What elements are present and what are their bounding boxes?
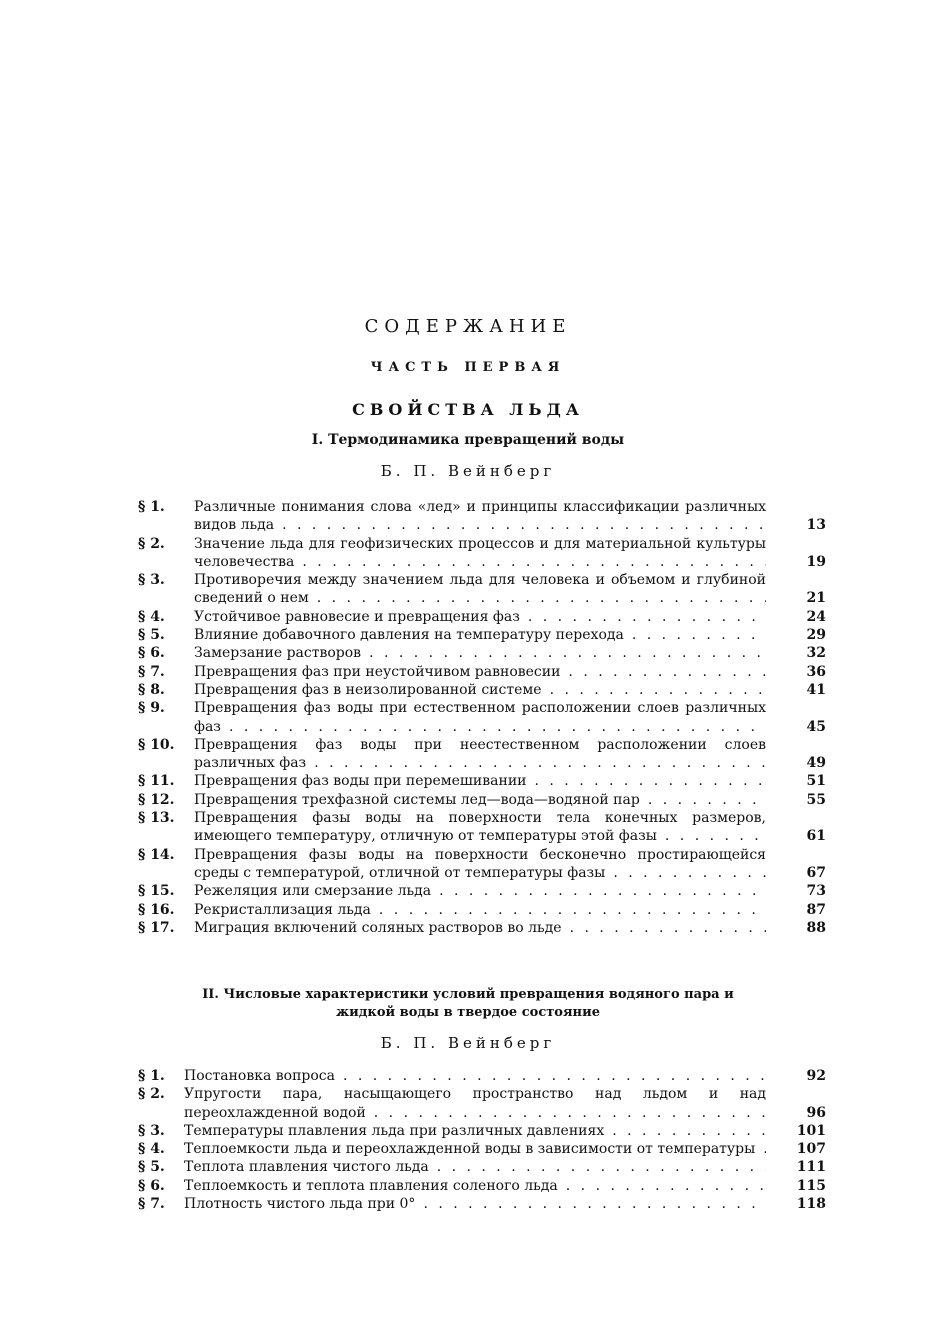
toc-entry-number: § 16. [138, 901, 175, 918]
toc-entry-title-text: Устойчивое равновесие и превращения фаз [194, 609, 524, 625]
toc-entry [138, 901, 826, 919]
toc-entry [138, 571, 826, 608]
contents-heading: СОДЕРЖАНИЕ [364, 316, 572, 337]
toc-entry-page: 21 [806, 590, 826, 607]
toc-entry-page: 41 [806, 681, 826, 698]
toc-entry-page: 32 [806, 645, 826, 662]
toc-entry-title [194, 663, 766, 681]
toc-entry [138, 791, 826, 809]
toc-entry-title [194, 498, 766, 535]
toc-entry-title-text: Замерзание растворов [194, 645, 365, 661]
toc-entry-title-text: Теплоемкость и теплота плавления соленого льда [184, 1178, 562, 1194]
toc-entry-page: 49 [806, 755, 826, 772]
toc-entry-title [194, 644, 766, 662]
toc-entry-page: 111 [796, 1159, 826, 1176]
toc-entry-number: § 5. [138, 627, 165, 644]
toc-entry-title [194, 772, 766, 790]
chapter-2-title [0, 986, 936, 1022]
toc-entry-page: 118 [796, 1196, 826, 1213]
toc-entry-number: § 2. [138, 535, 165, 552]
toc-entry-page: 115 [796, 1177, 826, 1194]
toc-entry-number: § 13. [138, 810, 175, 827]
toc-entry-title-text: Миграция включений соляных растворов во льде [194, 920, 566, 936]
toc-entry-title-text: Режеляция или смерзание льда [194, 883, 435, 899]
part-subtitle: СВОЙСТВА ЛЬДА [352, 400, 584, 419]
toc-entry-title [184, 1122, 766, 1140]
toc-entry-title [194, 919, 766, 937]
toc-entry-number: § 6. [138, 1177, 165, 1194]
toc-entry-title [184, 1085, 766, 1122]
toc-entry-title-text: Плотность чистого льда при 0° [184, 1196, 419, 1212]
toc-entry-page: 101 [796, 1122, 826, 1139]
toc-entry-number: § 1. [138, 499, 165, 515]
toc-entry-page: 67 [806, 864, 826, 881]
toc-entry [138, 681, 826, 699]
toc-entry [138, 1158, 826, 1176]
toc-entry [138, 1122, 826, 1140]
toc-entry-title-text: Превращения фаз воды при естественном расположении слоев различных фаз [194, 700, 766, 735]
toc-entry-page: 24 [806, 608, 826, 625]
toc-entry-page: 55 [806, 791, 826, 808]
toc-entry-title-text: Теплота плавления чистого льда [184, 1159, 433, 1175]
toc-entry-title [194, 626, 766, 644]
toc-entry-title [194, 882, 766, 900]
chapter-1-author: Б. П. Вейнберг [380, 462, 556, 480]
toc-entry-title [194, 809, 766, 846]
toc-entry-number: § 17. [138, 919, 175, 936]
toc-entry-title-text: Значение льда для геофизических процессов и для материальной культуры человечества [194, 535, 766, 570]
toc-entry-page: 92 [806, 1068, 826, 1084]
toc-entry [138, 1067, 826, 1085]
toc-entry-number: § 12. [138, 791, 175, 808]
toc-entry-page: 87 [806, 901, 826, 918]
toc-entry-title-text: Превращения фазы воды на поверхности бесконечно простирающейся среды с температурой, отличной от температуры фазы [194, 846, 766, 881]
toc-entry-page: 107 [796, 1141, 826, 1158]
toc-entry-number: § 5. [138, 1159, 165, 1176]
toc-entry-title [184, 1140, 766, 1158]
toc-entry-page: 51 [806, 773, 826, 790]
toc-entry-title-text: Превращения фаз в неизолированной системе [194, 682, 546, 698]
toc-entry-title-text: Превращения фаз воды при перемешивании [194, 773, 531, 789]
toc-entry-page: 96 [806, 1104, 826, 1121]
toc-entry-title-text: Упругости пара, насыщающего пространство над льдом и над переохлажденной водой [184, 1086, 766, 1121]
toc-entry-title [194, 535, 766, 572]
toc-entry [138, 809, 826, 846]
chapter-2-author: Б. П. Вейнберг [380, 1034, 556, 1052]
toc-entry-number: § 7. [138, 663, 165, 680]
toc-entry-number: § 15. [138, 883, 175, 900]
toc-entry-page: 73 [806, 883, 826, 900]
toc-entry-page: 61 [806, 828, 826, 845]
toc-entry-title-text: Превращения фаз при неустойчивом равновесии [194, 664, 564, 680]
toc-entry [138, 1195, 826, 1213]
toc-entry-number: § 1. [138, 1068, 165, 1084]
toc-entry-title [194, 571, 766, 608]
toc-entry-number: § 8. [138, 681, 165, 698]
toc-entry-title [184, 1195, 766, 1213]
toc-entry-title [194, 846, 766, 883]
toc-entry [138, 1177, 826, 1195]
toc-entry [138, 663, 826, 681]
toc-entry-title-text: Противоречия между значением льда для человека и объемом и глубиной сведений о нем [194, 572, 766, 607]
chapter-2-title-line-1: II. Числовые характеристики условий превращения водяного пара и [202, 987, 734, 1002]
toc-entry-title [184, 1067, 766, 1085]
toc-entry-number: § 3. [138, 1122, 165, 1139]
toc-entry [138, 736, 826, 773]
toc-entry [138, 1140, 826, 1158]
toc-entry [138, 626, 826, 644]
toc-entry-number: § 4. [138, 1141, 165, 1158]
toc-entry [138, 882, 826, 900]
toc-entry-title-text: Влияние добавочного давления на температуру перехода [194, 627, 628, 643]
toc-entry-title [194, 901, 766, 919]
toc-entry-title [194, 791, 766, 809]
chapter-2-toc [138, 1067, 826, 1213]
toc-entry-title-text: Превращения фаз воды при неестественном расположении слоев различных фаз [194, 736, 766, 772]
toc-entry-title-text: Рекристаллизация льда [194, 902, 375, 918]
toc-entry-title-text: Постановка вопроса [184, 1068, 339, 1084]
toc-entry-number: § 3. [138, 572, 165, 589]
toc-entry [138, 699, 826, 736]
toc-entry-title [194, 681, 766, 699]
toc-entry [138, 919, 826, 937]
toc-entry-page: 45 [806, 718, 826, 735]
toc-entry-page: 13 [806, 517, 826, 534]
toc-entry [138, 772, 826, 790]
part-title: ЧАСТЬ ПЕРВАЯ [370, 360, 566, 375]
toc-entry-page: 19 [806, 553, 826, 570]
chapter-1-toc [138, 498, 826, 937]
toc-entry-number: § 6. [138, 645, 165, 662]
toc-entry-page: 29 [806, 627, 826, 644]
toc-entry [138, 535, 826, 572]
toc-entry-page: 88 [806, 919, 826, 936]
toc-entry-number: § 7. [138, 1196, 165, 1213]
toc-entry [138, 1085, 826, 1122]
toc-entry-title [184, 1177, 766, 1195]
toc-entry-number: § 10. [138, 736, 175, 753]
toc-entry-title [194, 608, 766, 626]
toc-entry [138, 498, 826, 535]
toc-entry [138, 846, 826, 883]
toc-entry-title-text: Превращения трехфазной системы лед—вода—водяной пар [194, 792, 644, 808]
toc-entry-title [194, 736, 766, 773]
toc-entry-title-text: Различные понимания слова «лед» и принципы классификации различных видов льда [194, 499, 766, 534]
toc-entry [138, 644, 826, 662]
toc-entry-title-text: Превращения фазы воды на поверхности тела конечных размеров, имеющего температуру, отличную от температуры этой фазы [194, 810, 766, 845]
toc-entry-title-text: Температуры плавления льда при различных давлениях [184, 1123, 608, 1139]
chapter-1-title: I. Термодинамика превращений воды [311, 432, 625, 448]
toc-entry-number: § 9. [138, 700, 165, 717]
toc-entry-number: § 4. [138, 608, 165, 625]
toc-entry-number: § 11. [138, 773, 175, 790]
chapter-2-title-line-2: жидкой воды в твердое состояние [336, 1005, 600, 1020]
toc-entry-title-text: Теплоемкости льда и переохлажденной воды в зависимости от температуры [184, 1141, 759, 1157]
toc-entry-number: § 2. [138, 1086, 165, 1103]
toc-entry [138, 608, 826, 626]
toc-entry-number: § 14. [138, 846, 175, 863]
toc-entry-title [184, 1158, 766, 1176]
toc-entry-title [194, 699, 766, 736]
toc-entry-page: 36 [806, 663, 826, 680]
